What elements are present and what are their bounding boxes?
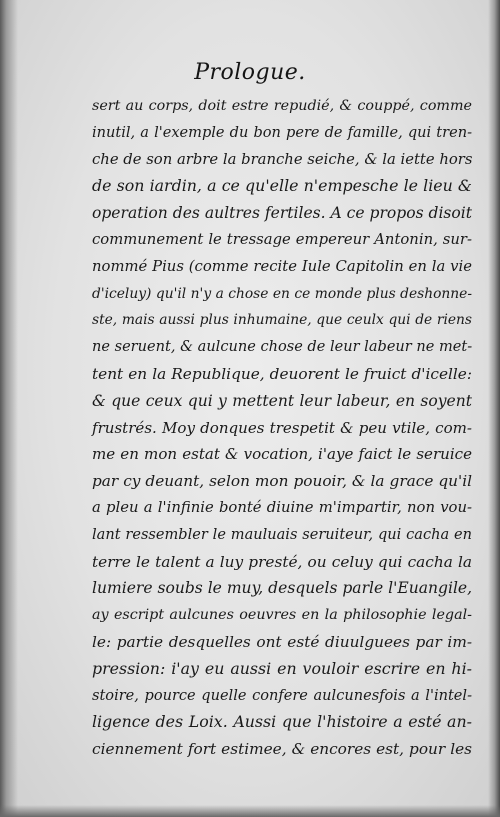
text-line: & que ceux qui y mettent leur labeur, en soyent	[92, 391, 472, 410]
text-line: d'iceluy) qu'il n'y a chose en ce monde plus deshonne-	[92, 285, 472, 302]
text-line: communement le tressage empereur Antonin, sur-	[92, 230, 472, 248]
text-line: pression: i'ay eu aussi en vouloir escrire en hi-	[92, 658, 472, 678]
text-line: ne seruent, & aulcune chose de leur labeur ne met-	[92, 338, 473, 356]
text-line: ay escript aulcunes oeuvres en la philosophie legal-	[92, 607, 472, 624]
text-line: frustrés. Moy donques trespetit & peu vtile, com-	[92, 418, 472, 437]
text-line: lant ressembler le mauluais seruiteur, qui cacha en	[92, 525, 472, 543]
text-line: inutil, a l'exemple du bon pere de famille, qui tren-	[92, 123, 472, 141]
text-line: me en mon estat & vocation, i'aye faict le seruice	[92, 445, 472, 464]
text-line: che de son arbre la branche seiche, & la iette hors	[92, 150, 473, 168]
text-line: stoire, pource quelle confere aulcunesfois a l'intel-	[92, 686, 472, 704]
text-line: ligence des Loix. Aussi que l'histoire a esté an-	[92, 712, 472, 732]
text-line: par cy deuant, selon mon pouoir, & la grace qu'il	[92, 472, 472, 491]
page-edge-shadow	[488, 0, 500, 817]
text-line: terre le talent a luy presté, ou celuy qui cacha la	[92, 552, 472, 571]
body-text	[92, 93, 472, 763]
text-line: sert au corps, doit estre repudié, & couppé, comme	[92, 98, 472, 114]
running-head: Prologue.	[194, 60, 306, 85]
text-line: ste, mais aussi plus inhumaine, que ceulx qui de riens	[92, 312, 472, 329]
text-line: nommé Pius (comme recite Iule Capitolin en la vie	[92, 257, 472, 275]
text-line: de son iardin, a ce qu'elle n'empesche le lieu &	[92, 176, 472, 196]
text-line: a pleu a l'infinie bonté diuine m'impartir, non vou-	[92, 498, 472, 516]
text-line: ciennement fort estimee, & encores est, pour les	[92, 740, 472, 759]
text-line: le: partie desquelles ont esté diuulguees par im-	[92, 632, 472, 651]
text-line: lumiere soubs le muy, desquels parle l'Euangile,	[92, 579, 473, 598]
text-line: operation des aultres fertiles. A ce propos disoit	[92, 204, 472, 223]
page-bottom-shadow	[0, 805, 500, 817]
text-line: tent en la Republique, deuorent le fruict d'icelle:	[92, 364, 472, 383]
gutter-shadow	[0, 0, 18, 817]
